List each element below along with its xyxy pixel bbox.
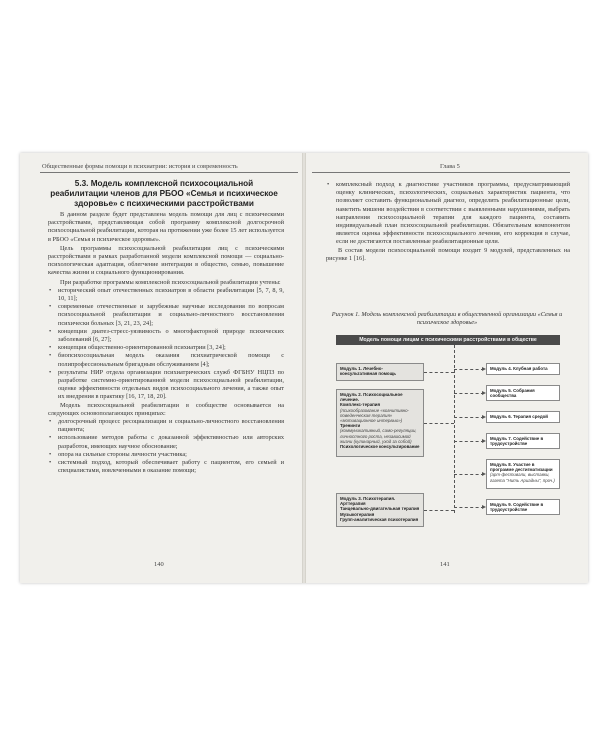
running-head-left: Общественные формы помощи в психиатрии: история и современность <box>42 163 238 170</box>
arrow-icon <box>482 472 486 476</box>
list-item: • исторический опыт отечественных психиатров в области реабилитации [5, 7, 8, 9, 10, 11]; <box>48 287 284 303</box>
connector-module-4 <box>454 369 484 370</box>
list-item: • современные отечественные и зарубежные научные исследования по вопросам психосоциальной реабилитации и социально-личностного восстановления психически больных [3, 21, 23, 24]; <box>48 303 284 328</box>
arrow-icon <box>482 391 486 395</box>
module-1-label: Модуль 1. Лечебно-консультативная помощь <box>340 366 396 377</box>
module-2-item-note: (психообразование «когнитивно-поведенческая терапия» «мотивационное интервью») <box>340 407 410 424</box>
module-5-label: Модуль 5. Собрания сообщества <box>490 388 535 399</box>
modules-paragraph: В состав модели психосоциальной помощи входит 9 модулей, представленных на рисунке 1 [16]. <box>326 246 570 262</box>
left-body-text <box>48 211 284 476</box>
module-2-item-note: (коммуникативный, само-регуляции, личностного роста, независимой жизни (кулинарный, уход за собой) <box>340 428 417 444</box>
arrow-icon <box>482 415 486 419</box>
arrow-icon <box>482 439 486 443</box>
list-item: • концепция общественно-ориентированной психиатрии [3, 24]; <box>48 344 284 352</box>
list-item: • биопсихосоциальная модель оказания психиатрической помощи с полипрофессиональным бригадным обслуживанием [4]; <box>48 352 284 368</box>
module-3-item: Танцевально-двигательная терапия <box>340 506 420 512</box>
module-8-box <box>486 459 560 489</box>
module-2-item-bold: Комплекс-терапия <box>340 402 381 408</box>
running-head-rule <box>312 172 570 173</box>
page-number-left: 140 <box>154 561 164 568</box>
arrow-icon <box>482 505 486 509</box>
page-number-right: 141 <box>440 561 450 568</box>
considered-paragraph: При разработке программы комплексной психосоциальной реабилитации учтены: <box>60 278 281 286</box>
module-3-item: Арттерапия <box>340 501 366 507</box>
intro-paragraph: В данном разделе будет представлена модель помощи для лиц с психическими расстройствами, представляющая собой программу комплексной долгосрочной психосоциальной реабилитации, которая на протяжении уже более 15 лет используется в РБОО «Семья и психическое здоровье». <box>48 211 284 243</box>
figure-caption: Рисунок 1. Модель комплексной реабилитации в общественной организации «Семья и психическое здоровье» <box>331 311 563 326</box>
module-7-box <box>486 433 560 449</box>
connector-module-9 <box>454 507 484 508</box>
module-6-box <box>486 411 560 423</box>
right-page <box>304 153 588 583</box>
goal-paragraph: Цель программы психосоциальной реабилитации лиц с психическими расстройствами в рамках разработанной модели комплексной помощи — социально-психологическая адаптация, облегчение интеграции в общество, семью, повышение качества жизни и социального функционирования. <box>48 244 284 277</box>
principles-paragraph: Модель психосоциальной реабилитации в сообществе основывается на следующих основополагающих принципах: <box>48 401 284 417</box>
module-5-box <box>486 385 560 401</box>
module-9-label: Модуль 9. Содействие в трудоустройстве <box>490 502 544 513</box>
principles-list <box>48 418 284 475</box>
module-6-label: Модуль 6. Терапия средой <box>490 414 548 419</box>
continued-list <box>326 181 570 247</box>
book-spread <box>20 153 588 583</box>
module-2-box <box>336 389 424 457</box>
list-item: • результаты НИР отдела организации психиатрических служб ФГБНУ НЦПЗ по разработке системно-ориентированной модели психосоциальной реабилитации, оценке эффективности отдельных видов психосоциального лечения, а также опыт их внедрения в практику [16, 17, 18, 20]. <box>48 369 284 402</box>
running-head-right: Глава 5 <box>440 163 460 170</box>
considered-list <box>48 287 284 402</box>
module-7-label: Модуль 7. Содействие в трудоустройстве <box>490 436 544 447</box>
left-page <box>20 153 304 583</box>
module-3-item: Музыкотерапия <box>340 511 375 517</box>
list-item: • системный подход, который обеспечивает работу с пациентом, его семьей и специалистами, вовлеченными в оказание помощи; <box>48 459 284 475</box>
list-item: • концепции диатез-стресс-уязвимость о многофакторной природе психических заболеваний [6, 27]; <box>48 328 284 344</box>
module-9-box <box>486 499 560 515</box>
module-2-item-bold: Психологическое консультирование <box>340 444 420 450</box>
list-item: • опора на сильные стороны личности участника; <box>48 451 284 459</box>
module-3-box <box>336 493 424 527</box>
module-8-title: Модуль 8. Участие в программе дестигматизации <box>490 462 553 473</box>
module-4-label: Модуль 4. Клубная работа <box>490 366 548 371</box>
module-3-title: Модуль 3. Психотерапия. <box>340 496 396 501</box>
module-2-title: Модуль 2. Психосоциальное лечение. <box>340 392 403 403</box>
module-2-item-bold: Тренинги <box>340 423 361 429</box>
connector-module-1 <box>424 372 454 373</box>
diagram-trunk-line <box>454 345 455 513</box>
right-body-text <box>326 181 570 263</box>
running-head-rule <box>40 172 298 173</box>
module-4-box <box>486 363 560 375</box>
section-title: 5.3. Модель комплексной психосоциальной реабилитации членов для РБОО «Семья и психическое здоровье» с психическими расстройствами <box>50 179 278 208</box>
list-item: • использование методов работы с доказанной эффективностью или авторских разработок, имеющих научное обоснование; <box>48 434 284 450</box>
list-item: • комплексный подход к диагностике участников программы, предусматривающий оценку клинических, психологических, социальных характеристик пациента, что позволяет составить функциональный диагноз, определить реабилитационные цели, наметить мишени воздействия в соответствии с выявленными нарушениями, выбрать направления психосоциальной терапии для каждого пациента, составить индивидуальный план психосоциальной реабилитации. Обязательным компонентом является оценка эффективности психосоциального лечения, его коррекция в случае, если не достигаются поставленные реабилитационные цели. <box>326 181 570 247</box>
connector-module-7 <box>454 441 484 442</box>
connector-module-3 <box>424 510 454 511</box>
rehabilitation-model-diagram <box>336 335 560 547</box>
connector-module-5 <box>454 393 484 394</box>
arrow-icon <box>482 367 486 371</box>
connector-module-8 <box>454 474 484 475</box>
connector-module-2 <box>424 423 454 424</box>
list-item: • долгосрочный процесс ресоциализации и социально-личностного восстановления пациента; <box>48 418 284 434</box>
module-8-note: (арт-фестивали, выставки, газета "Нить Ариадны", проч.) <box>490 472 555 483</box>
module-3-item: Групп-аналитическая психотерапия <box>340 516 419 522</box>
diagram-header: Модель помощи лицам с психическими расстройствами в обществе <box>336 335 560 345</box>
module-1-box <box>336 363 424 381</box>
connector-module-6 <box>454 417 484 418</box>
